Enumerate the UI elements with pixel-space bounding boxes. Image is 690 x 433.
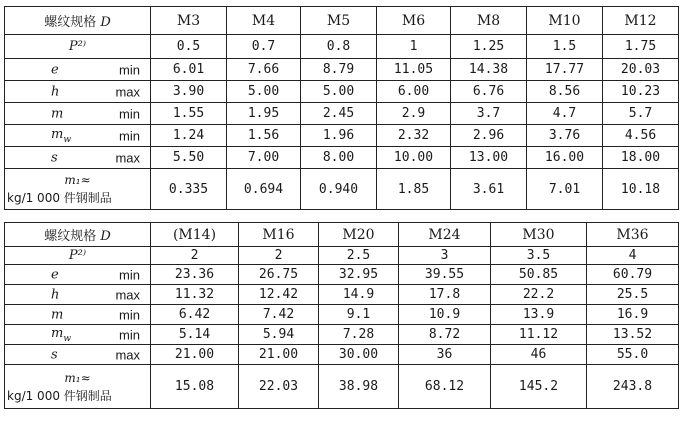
size-cell: M20: [319, 223, 399, 247]
dimension-value: 26.75: [239, 265, 319, 285]
dimension-value: 6.01: [151, 59, 227, 81]
dimension-value: 5.00: [227, 81, 301, 103]
dimension-value: 21.00: [239, 345, 319, 365]
thread-size-header: [5, 223, 151, 247]
size-cell: M30: [491, 223, 587, 247]
dimension-value: 2.9: [377, 103, 451, 125]
dimension-label: [5, 103, 151, 125]
dimension-label: [5, 325, 151, 345]
dimension-row: [5, 81, 679, 103]
dimension-value: 6.00: [377, 81, 451, 103]
dimension-value: 7.00: [227, 147, 301, 169]
dimension-value: 16.00: [527, 147, 603, 169]
dimension-value: 8.56: [527, 81, 603, 103]
dimension-row: [5, 345, 679, 365]
mass-value: 145.2: [491, 365, 587, 409]
dimension-value: 7.42: [239, 305, 319, 325]
dimension-row: [5, 325, 679, 345]
limit-label: max: [115, 347, 140, 362]
size-cell: M36: [587, 223, 679, 247]
pitch-cell: 3.5: [491, 247, 587, 265]
mass-value: 10.18: [603, 169, 679, 210]
dimension-value: 5.7: [603, 103, 679, 125]
dimension-symbol: s: [51, 347, 58, 362]
dimension-value: 10.00: [377, 147, 451, 169]
thread-size-label: 螺纹规格: [44, 15, 101, 30]
pitch-cell: 2.5: [319, 247, 399, 265]
dimension-value: 11.32: [151, 285, 239, 305]
dimension-value: 13.52: [587, 325, 679, 345]
size-cell: M10: [527, 7, 603, 35]
dimension-value: 17.8: [399, 285, 491, 305]
dimension-value: 11.12: [491, 325, 587, 345]
thread-size-symbol: D: [100, 15, 111, 30]
mass-row: [5, 169, 679, 210]
header-row: [5, 223, 679, 247]
size-cell: (M14): [151, 223, 239, 247]
dimension-symbol: $m_w$: [51, 325, 72, 344]
dimension-value: 6.76: [451, 81, 527, 103]
dimension-value: 18.00: [603, 147, 679, 169]
limit-label: min: [119, 106, 140, 121]
dimension-value: 25.5: [587, 285, 679, 305]
mass-value: 68.12: [399, 365, 491, 409]
size-cell: M12: [603, 7, 679, 35]
dimension-value: 5.00: [301, 81, 377, 103]
mass-row: [5, 365, 679, 409]
dimension-value: 22.2: [491, 285, 587, 305]
mass-label: [5, 169, 151, 210]
mass-value: 3.61: [451, 169, 527, 210]
dimension-row: [5, 147, 679, 169]
dimension-row: [5, 59, 679, 81]
pitch-cell: 1.75: [603, 35, 679, 59]
dimension-value: 10.9: [399, 305, 491, 325]
dimension-value: 1.56: [227, 125, 301, 147]
dimension-symbol: $m_w$: [51, 126, 72, 145]
mass-symbol: m₁≈: [64, 173, 91, 187]
pitch-cell: 1.25: [451, 35, 527, 59]
dimension-value: 2.32: [377, 125, 451, 147]
limit-label: min: [119, 327, 140, 342]
limit-label: min: [119, 267, 140, 282]
dimension-row: [5, 305, 679, 325]
dimension-value: 30.00: [319, 345, 399, 365]
dimension-row: [5, 285, 679, 305]
dimension-value: 1.24: [151, 125, 227, 147]
dimension-value: 8.00: [301, 147, 377, 169]
dimension-value: 1.95: [227, 103, 301, 125]
limit-label: max: [115, 84, 140, 99]
mass-value: 38.98: [319, 365, 399, 409]
mass-value: 1.85: [377, 169, 451, 210]
dimension-row: [5, 265, 679, 285]
pitch-row: [5, 247, 679, 265]
pitch-cell: 0.8: [301, 35, 377, 59]
dimension-symbol: s: [51, 150, 58, 165]
dimension-label: [5, 265, 151, 285]
dimension-value: 3.7: [451, 103, 527, 125]
dimension-label: [5, 345, 151, 365]
dimension-value: 17.77: [527, 59, 603, 81]
pitch-label: P²⁾: [5, 247, 151, 265]
dimension-value: 13.00: [451, 147, 527, 169]
size-cell: M4: [227, 7, 301, 35]
dimension-value: 21.00: [151, 345, 239, 365]
limit-label: min: [119, 128, 140, 143]
dimension-label: [5, 305, 151, 325]
dimension-value: 6.42: [151, 305, 239, 325]
dimension-value: 1.55: [151, 103, 227, 125]
dimension-value: 3.76: [527, 125, 603, 147]
mass-symbol: m₁≈: [64, 370, 91, 385]
pitch-cell: 0.5: [151, 35, 227, 59]
dimension-value: 46: [491, 345, 587, 365]
mass-unit: kg/1 000 件钢制品: [7, 191, 112, 205]
dimension-value: 10.23: [603, 81, 679, 103]
pitch-cell: 4: [587, 247, 679, 265]
dimension-row: [5, 125, 679, 147]
thread-size-header: [5, 7, 151, 35]
limit-label: min: [119, 307, 140, 322]
nut-dimension-table-1: [4, 6, 679, 210]
dimension-value: 5.94: [239, 325, 319, 345]
thread-size-label: 螺纹规格: [44, 229, 101, 244]
dimension-label: [5, 81, 151, 103]
dimension-value: 14.9: [319, 285, 399, 305]
size-cell: M16: [239, 223, 319, 247]
pitch-cell: 1: [377, 35, 451, 59]
dimension-value: 5.14: [151, 325, 239, 345]
mass-value: 0.335: [151, 169, 227, 210]
dimension-symbol: m: [51, 106, 64, 121]
pitch-cell: 3: [399, 247, 491, 265]
dimension-value: 16.9: [587, 305, 679, 325]
dimension-value: 13.9: [491, 305, 587, 325]
pitch-cell: 0.7: [227, 35, 301, 59]
size-cell: M24: [399, 223, 491, 247]
mass-value: 0.694: [227, 169, 301, 210]
dimension-label: [5, 285, 151, 305]
dimension-value: 7.28: [319, 325, 399, 345]
mass-value: 22.03: [239, 365, 319, 409]
dimension-value: 5.50: [151, 147, 227, 169]
pitch-cell: 1.5: [527, 35, 603, 59]
mass-label: [5, 365, 151, 409]
dimension-value: 4.7: [527, 103, 603, 125]
size-cell: M5: [301, 7, 377, 35]
dimension-value: 7.66: [227, 59, 301, 81]
dimension-value: 2.45: [301, 103, 377, 125]
mass-value: 7.01: [527, 169, 603, 210]
dimension-value: 36: [399, 345, 491, 365]
dimension-value: 8.79: [301, 59, 377, 81]
mass-unit: kg/1 000 件钢制品: [7, 388, 112, 403]
header-row: [5, 7, 679, 35]
dimension-label: [5, 125, 151, 147]
limit-label: max: [115, 150, 140, 165]
dimension-value: 2.96: [451, 125, 527, 147]
pitch-cell: 2: [151, 247, 239, 265]
dimension-value: 4.56: [603, 125, 679, 147]
dimension-value: 39.55: [399, 265, 491, 285]
size-cell: M6: [377, 7, 451, 35]
nut-dimension-table-2: [4, 222, 679, 409]
pitch-cell: 2: [239, 247, 319, 265]
pitch-row: [5, 35, 679, 59]
dimension-label: [5, 59, 151, 81]
size-cell: M8: [451, 7, 527, 35]
limit-label: max: [115, 287, 140, 302]
dimension-value: 8.72: [399, 325, 491, 345]
dimension-value: 1.96: [301, 125, 377, 147]
thread-size-symbol: D: [100, 229, 111, 244]
mass-value: 243.8: [587, 365, 679, 409]
dimension-value: 23.36: [151, 265, 239, 285]
dimension-value: 50.85: [491, 265, 587, 285]
dimension-symbol: h: [51, 287, 60, 302]
dimension-value: 20.03: [603, 59, 679, 81]
mass-value: 15.08: [151, 365, 239, 409]
pitch-label: P²⁾: [5, 35, 151, 59]
size-cell: M3: [151, 7, 227, 35]
dimension-value: 9.1: [319, 305, 399, 325]
dimension-value: 12.42: [239, 285, 319, 305]
dimension-symbol: h: [51, 84, 60, 99]
dimension-value: 55.0: [587, 345, 679, 365]
dimension-value: 60.79: [587, 265, 679, 285]
limit-label: min: [119, 62, 140, 77]
dimension-value: 32.95: [319, 265, 399, 285]
dimension-value: 3.90: [151, 81, 227, 103]
dimension-row: [5, 103, 679, 125]
dimension-symbol: e: [51, 62, 59, 77]
dimension-value: 14.38: [451, 59, 527, 81]
dimension-label: [5, 147, 151, 169]
dimension-symbol: m: [51, 307, 64, 322]
dimension-value: 11.05: [377, 59, 451, 81]
dimension-symbol: e: [51, 267, 59, 282]
mass-value: 0.940: [301, 169, 377, 210]
